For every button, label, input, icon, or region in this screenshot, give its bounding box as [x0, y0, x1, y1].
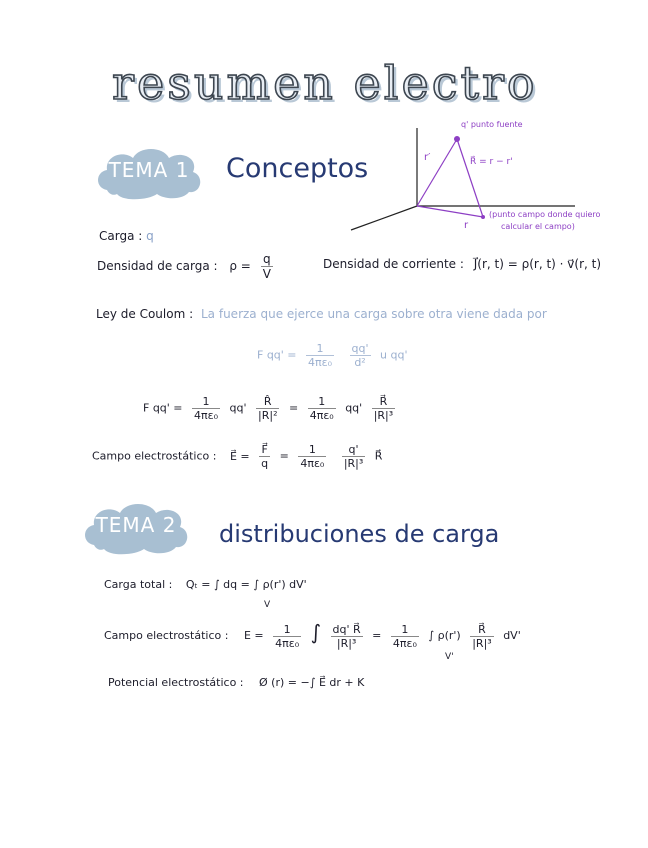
campo-label: Campo electrostático : [104, 629, 229, 642]
fraction-numerator: F⃗ [259, 443, 270, 457]
fraction-denominator: 4πε₀ [275, 636, 300, 650]
fraction-numerator: q [261, 252, 273, 267]
fraction-numerator: 1 [306, 342, 334, 356]
r-label: r [464, 220, 469, 231]
formula-tail: u qq' [380, 348, 408, 362]
fraction [342, 443, 365, 470]
potencial-row [108, 676, 364, 689]
tema1-badge-label: TEMA 1 [108, 158, 190, 182]
carga-label: Carga : [99, 229, 143, 243]
densidad-carga-row [97, 252, 279, 281]
tema2-badge [80, 497, 192, 557]
coulomb-formula-1 [257, 342, 407, 369]
campo-integral-subscript: V' [445, 652, 454, 662]
carga-total-label: Carga total : [104, 578, 173, 591]
r-prime-label: r′ [424, 152, 431, 163]
densidad-corriente-expr: J⃗(r, t) = ρ(r, t) · v⃗(r, t) [473, 257, 602, 271]
fraction-denominator: 4πε₀ [309, 409, 334, 422]
fraction [298, 443, 326, 470]
formula-term: qq' [229, 401, 247, 415]
tema2-heading: distribuciones de carga [219, 520, 500, 548]
carga-total-row [104, 578, 307, 591]
densidad-corriente-label: Densidad de corriente : [323, 257, 464, 271]
fraction [259, 443, 270, 470]
fraction-numerator: dq' R⃗ [332, 622, 361, 636]
formula-tail: R⃗ [374, 449, 383, 463]
fraction [256, 395, 279, 422]
fraction-numerator: R⃗ [372, 395, 395, 409]
integral-sign: ∫ [310, 620, 322, 644]
fraction [470, 623, 493, 650]
fraction-numerator: qq' [351, 342, 369, 355]
source-point-label: q' punto fuente [461, 120, 523, 129]
formula-term: qq' [345, 401, 363, 415]
carga-total-subscript: V [264, 600, 271, 610]
axis-x [351, 206, 417, 230]
formula-equals: = [288, 401, 299, 415]
fraction-denominator: q [261, 457, 269, 470]
fraction-denominator: |R|³ [373, 409, 394, 422]
vector-r-prime [417, 139, 457, 206]
fraction-denominator: 4πε₀ [308, 356, 333, 369]
fraction-denominator: V [262, 267, 271, 281]
densidad-carga-fraction [261, 252, 273, 281]
fraction [331, 623, 363, 650]
fraction-denominator: 4πε₀ [300, 457, 325, 470]
carga-value: q [146, 229, 154, 243]
formula-equals: = [279, 449, 289, 463]
vector-R [457, 139, 483, 217]
fraction-denominator: 4πε₀ [392, 636, 417, 650]
fraction [350, 342, 371, 369]
coulomb-label: Ley de Coulom : [96, 307, 194, 321]
field-point-label-1: (punto campo donde quiero [489, 210, 601, 219]
formula-lhs: F qq' = [257, 348, 297, 362]
fraction-numerator: 1 [298, 443, 326, 457]
fraction [308, 395, 336, 422]
fraction-numerator: 1 [273, 623, 301, 637]
campo-label: Campo electrostático : [92, 449, 217, 463]
coulomb-formula-2 [143, 395, 401, 422]
field-point [481, 215, 485, 219]
fraction-numerator: 1 [391, 623, 419, 637]
densidad-carga-label: Densidad de carga : [97, 259, 218, 273]
formula-tail: dV' [503, 629, 521, 642]
campo-distribucion-row [104, 620, 521, 650]
fraction-numerator: 1 [192, 395, 220, 409]
tema2-badge-label: TEMA 2 [95, 513, 177, 537]
fraction [391, 623, 419, 650]
formula-lhs: E⃗ = [229, 449, 250, 463]
fraction-numerator: R̂ [256, 395, 279, 409]
tema1-heading: Conceptos [226, 153, 369, 184]
vector-diagram [345, 118, 615, 238]
formula-lhs: E = [243, 629, 264, 642]
integral-term: ∫ ρ(r') [428, 629, 461, 642]
campo-electrostatico-row [92, 443, 382, 470]
fraction-numerator: 1 [308, 395, 336, 409]
field-point-label-2: calcular el campo) [501, 222, 575, 231]
fraction [306, 342, 334, 369]
fraction-denominator: |R|³ [472, 636, 492, 650]
fraction [273, 623, 301, 650]
fraction-denominator: |R|³ [336, 636, 357, 650]
tema1-badge [93, 142, 205, 202]
r-vector-label: R⃗ = r − r' [470, 157, 513, 167]
carga-row [99, 229, 154, 243]
fraction-numerator: q' [342, 443, 365, 457]
page-title: resumen electro [112, 56, 538, 110]
potencial-expr: Ø (r) = −∫ E⃗ dr + K [259, 676, 365, 689]
fraction-denominator: d² [354, 356, 366, 369]
fraction-denominator: |R|² [258, 409, 278, 422]
formula-equals: = [372, 629, 382, 642]
formula-lhs: F qq' = [143, 401, 183, 415]
fraction-numerator: R⃗ [470, 623, 493, 637]
densidad-corriente-row [323, 257, 601, 271]
potencial-label: Potencial electrostático : [108, 676, 244, 689]
coulomb-text: La fuerza que ejerce una carga sobre otra viene dada por [201, 307, 547, 321]
source-point [454, 136, 460, 142]
fraction-denominator: |R|³ [343, 457, 364, 470]
carga-total-expr: Qₜ = ∫ dq = ∫ ρ(r') dV' [185, 578, 307, 591]
vector-r [417, 206, 483, 217]
fraction [372, 395, 395, 422]
densidad-carga-lhs: ρ = [229, 259, 251, 273]
fraction [192, 395, 220, 422]
fraction-denominator: 4πε₀ [194, 409, 219, 422]
